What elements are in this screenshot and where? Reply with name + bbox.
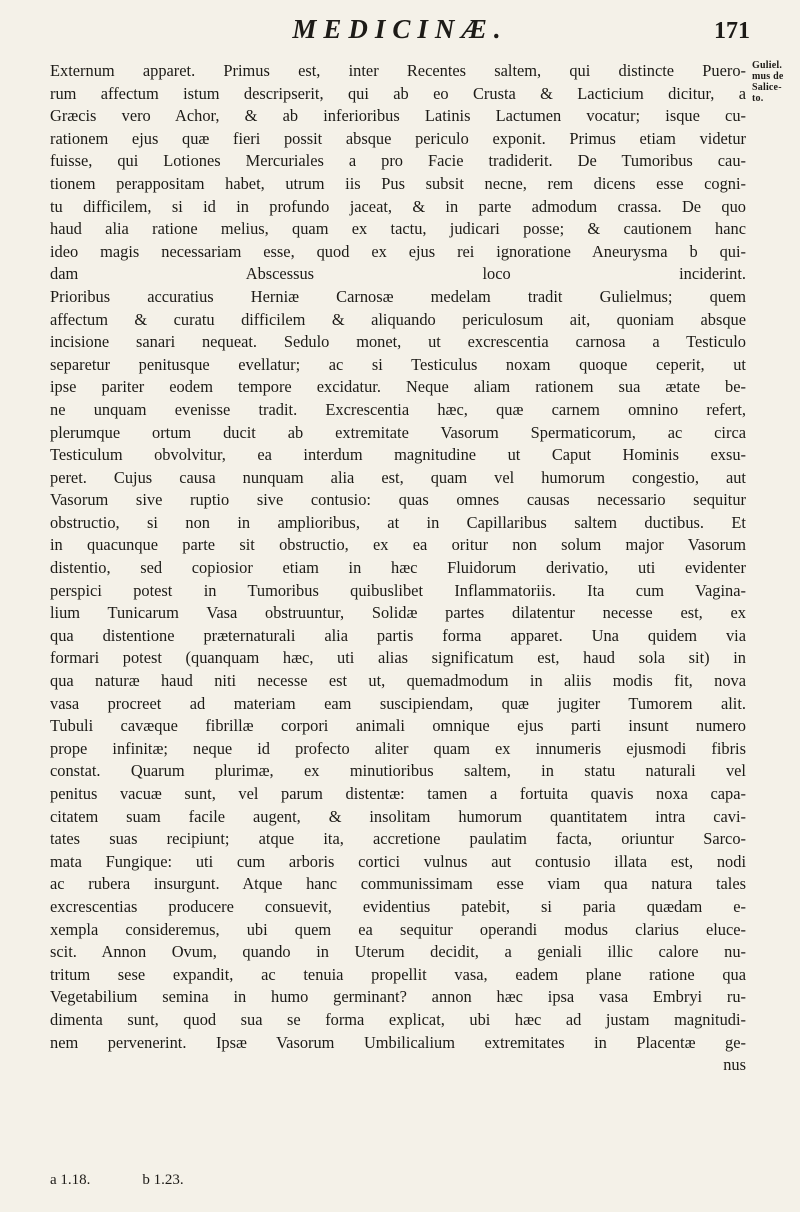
- page-header: [0, 14, 800, 54]
- text-line: rum affectum istum descripserit, qui ab eo Crusta & Lacticium dicitur, a: [50, 83, 746, 103]
- text-line: dimenta sunt, quod sua se forma explicat, ubi hæc ad justam magnitudi-: [50, 1009, 746, 1029]
- margin-note-line: mus de: [752, 71, 784, 82]
- text-line: Tubuli cavæque fibrillæ corpori animali omnique ejus parti insunt numero: [50, 716, 746, 736]
- text-line: nem pervenerint. Ipsæ Vasorum Umbilicalium extremitates in Placentæ ge-: [50, 1032, 746, 1052]
- text-line: ideo magis necessariam esse, quod ex ejus rei ignoratione Aneurysma b qui-: [50, 241, 746, 261]
- text-line: affectum & curatu difficilem & aliquando periculosum ait, quoniam absque: [50, 309, 746, 329]
- page-number: 171: [714, 18, 750, 44]
- text-line: incisione sanari nequeat. Sedulo monet, ut excrescentia carnosa a Testiculo: [50, 332, 746, 352]
- text-line: ipse pariter eodem tempore excidatur. Neque aliam rationem sua ætate be-: [50, 377, 746, 397]
- text-line: peret. Cujus causa nunquam alia est, quam vel humorum congestio, aut: [50, 467, 746, 487]
- text-line: perspici potest in Tumoribus quibuslibet Inflammatoriis. Ita cum Vagina-: [50, 580, 746, 600]
- text-line: in quacunque parte sit obstructio, ex ea oritur non solum major Vasorum: [50, 535, 746, 555]
- text-line: dam Abscessus loco inciderint.: [50, 264, 746, 284]
- text-line: constat. Quarum plurimæ, ex minutioribus saltem, in statu naturali vel: [50, 761, 746, 781]
- text-line: lium Tunicarum Vasa obstruuntur, Solidæ partes dilatentur necesse est, ex: [50, 603, 746, 623]
- text-line: Testiculum obvolvitur, ea interdum magnitudine ut Caput Hominis exsu-: [50, 445, 746, 465]
- text-line: prope infinitæ; neque id profecto aliter quam ex innumeris ejusmodi fibris: [50, 738, 746, 758]
- margin-note-line: to.: [752, 93, 764, 104]
- text-line: scit. Annon Ovum, quando in Uterum decidit, a geniali illic calore nu-: [50, 942, 746, 962]
- text-line: qua distentione præternaturali alia partis forma apparet. Una quidem via: [50, 625, 746, 645]
- text-line: distentio, sed copiosior etiam in hæc Fluidorum derivatio, uti evidenter: [50, 558, 746, 578]
- text-line: tu difficilem, si id in profundo jaceat, & in parte admodum crassa. De quo: [50, 196, 746, 216]
- text-line: formari potest (quanquam hæc, uti alias significatum est, haud sola sit) in: [50, 648, 746, 668]
- footnotes: [50, 1172, 236, 1189]
- text-line: Græcis vero Achor, & ab inferioribus Latinis Lactumen vocatur; isque cu-: [50, 106, 746, 126]
- footnote: b 1.23.: [142, 1172, 184, 1188]
- text-line: tritum sese expandit, ac tenuia propellit vasa, eadem plane ratione qua: [50, 964, 746, 984]
- margin-note: [752, 60, 798, 104]
- text-line: haud alia ratione melius, quam ex tactu, judicari posse; & cautionem hanc: [50, 219, 746, 239]
- margin-note-line: Salice-: [752, 82, 782, 93]
- text-line: mata Fungique: uti cum arboris cortici vulnus aut contusio illata est, nodi: [50, 851, 746, 871]
- running-head: MEDICINÆ.: [292, 14, 508, 44]
- text-line: plerumque ortum ducit ab extremitate Vasorum Spermaticorum, ac circa: [50, 422, 746, 442]
- text-line: Vegetabilium semina in humo germinant? annon hæc ipsa vasa Embryi ru-: [50, 987, 746, 1007]
- text-line: xempla consideremus, ubi quem ea sequitur operandi modus clarius eluce-: [50, 919, 746, 939]
- text-line: separetur penitusque evellatur; ac si Testiculus noxam quoque ceperit, ut: [50, 354, 746, 374]
- text-line: ne unquam evenisse tradit. Excrescentia hæc, quæ carnem omnino refert,: [50, 399, 746, 419]
- text-line: obstructio, si non in amplioribus, at in Capillaribus saltem ductibus. Et: [50, 512, 746, 532]
- text-line: ac rubera insurgunt. Atque hanc communissimam esse viam qua natura tales: [50, 874, 746, 894]
- text-line: qua naturæ haud niti necesse est ut, quemadmodum in aliis modis fit, nova: [50, 671, 746, 691]
- text-line: citatem suam facile augent, & insolitam humorum quantitatem intra cavi-: [50, 806, 746, 826]
- margin-note-line: Guliel.: [752, 60, 783, 71]
- text-line: excrescentias producere consuevit, evidentius patebit, si paria quædam e-: [50, 896, 746, 916]
- text-line: Externum apparet. Primus est, inter Recentes saltem, qui distincte Puero-: [50, 61, 746, 80]
- main-text: [50, 60, 746, 1077]
- text-line: Prioribus accuratius Herniæ Carnosæ medelam tradit Gulielmus; quem: [50, 286, 746, 306]
- text-line: nus: [723, 1055, 746, 1075]
- text-line: penitus vacuæ sunt, vel parum distentæ: tamen a fortuita quavis noxa capa-: [50, 784, 746, 803]
- text-line: fuisse, qui Lotiones Mercuriales a pro Facie tradiderit. De Tumoribus cau-: [50, 151, 746, 171]
- text-line: Vasorum sive ruptio sive contusio: quas omnes causas necessario sequitur: [50, 490, 746, 510]
- text-line: rationem ejus quæ fieri possit absque periculo exponit. Primus etiam videtur: [50, 128, 746, 148]
- text-line: vasa procreet ad materiam eam suscipiendam, quæ jugiter Tumorem alit.: [50, 693, 746, 713]
- text-line: tates suas recipiunt; atque ita, accretione paulatim facta, oriuntur Sarco-: [50, 829, 746, 849]
- footnote: a 1.18.: [50, 1172, 91, 1188]
- text-line: tionem perappositam habet, utrum iis Pus subsit necne, rem dicens esse cogni-: [50, 173, 746, 193]
